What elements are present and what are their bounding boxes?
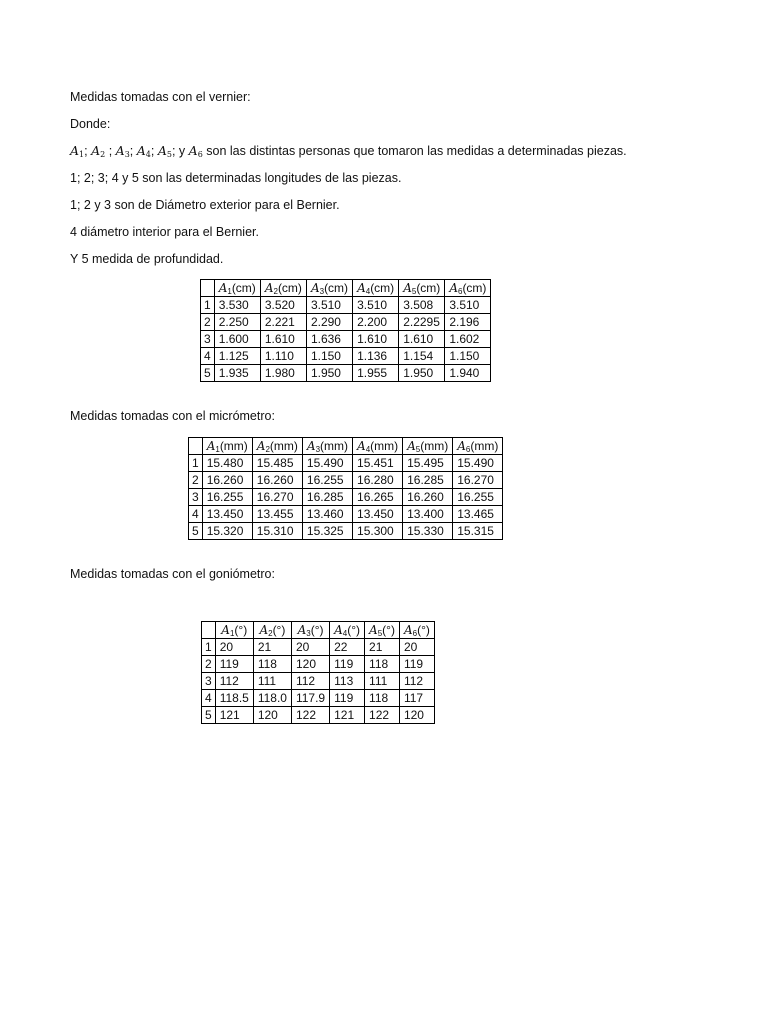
column-header: $A_3(mm)$ (302, 438, 352, 455)
table-cell: 1.154 (399, 348, 445, 365)
table-cell: 16.260 (202, 472, 252, 489)
table-cell: 112 (215, 673, 253, 690)
table-cell: 16.255 (202, 489, 252, 506)
table-cell: 1.940 (445, 365, 491, 382)
table-cell: 113 (330, 673, 365, 690)
vernier-table (200, 279, 491, 382)
table-row (189, 506, 503, 523)
table-cell: 1.610 (399, 331, 445, 348)
table-cell: 13.450 (353, 506, 403, 523)
row-index: 1 (189, 455, 203, 472)
column-header: $A_6(mm)$ (453, 438, 503, 455)
table-cell: 20 (399, 639, 434, 656)
table-cell: 118.5 (215, 690, 253, 707)
table-cell: 119 (330, 690, 365, 707)
table-row (202, 639, 435, 656)
micrometro-table (188, 437, 503, 540)
row-index: 4 (202, 690, 216, 707)
table-cell: 16.255 (302, 472, 352, 489)
column-header: $A_1(cm)$ (214, 280, 260, 297)
table-row (189, 523, 503, 540)
header-row (201, 280, 491, 297)
table-cell: 15.300 (353, 523, 403, 540)
var-a2: $A_2$ (91, 143, 106, 159)
table-row (201, 314, 491, 331)
table-cell: 118 (365, 656, 400, 673)
table-cell: 3.510 (353, 297, 399, 314)
var-a4: $A_4$ (136, 143, 151, 159)
table-cell: 2.200 (353, 314, 399, 331)
table-cell: 2.290 (306, 314, 352, 331)
table-cell: 15.325 (302, 523, 352, 540)
table-cell: 1.136 (353, 348, 399, 365)
table-cell: 2.221 (260, 314, 306, 331)
table-cell: 16.280 (353, 472, 403, 489)
table-row (202, 707, 435, 724)
table-cell: 13.400 (403, 506, 453, 523)
table-cell: 3.530 (214, 297, 260, 314)
column-header: $A_4(cm)$ (353, 280, 399, 297)
table-cell: 15.315 (453, 523, 503, 540)
table-cell: 120 (253, 707, 291, 724)
table-cell: 3.510 (445, 297, 491, 314)
column-header: $A_2(^\circ)$ (253, 622, 291, 639)
personas-line: $A_1$; $A_2$ ; $A_3$; $A_4$; $A_5$; y $A_6$ son las distintas personas que tomaron las medidas a determinadas piezas. (70, 143, 627, 159)
table-cell: 13.460 (302, 506, 352, 523)
goniometro-table (201, 621, 435, 724)
table-cell: 112 (399, 673, 434, 690)
table-cell: 111 (253, 673, 291, 690)
table-cell: 118 (365, 690, 400, 707)
row-index: 2 (202, 656, 216, 673)
table-cell: 15.485 (252, 455, 302, 472)
longitudes-line: 1; 2; 3; 4 y 5 son las determinadas longitudes de las piezas. (70, 171, 402, 185)
row-index: 1 (201, 297, 215, 314)
table-cell: 118.0 (253, 690, 291, 707)
table-cell: 117.9 (291, 690, 329, 707)
row-index: 5 (201, 365, 215, 382)
row-index: 2 (201, 314, 215, 331)
table-cell: 2.196 (445, 314, 491, 331)
table-cell: 1.110 (260, 348, 306, 365)
column-header: $A_5(^\circ)$ (365, 622, 400, 639)
row-index: 3 (201, 331, 215, 348)
column-header: $A_6(cm)$ (445, 280, 491, 297)
table-cell: 13.465 (453, 506, 503, 523)
table-cell: 16.255 (453, 489, 503, 506)
table-cell: 16.265 (353, 489, 403, 506)
table-cell: 1.955 (353, 365, 399, 382)
table-cell: 1.950 (306, 365, 352, 382)
table-cell: 16.260 (403, 489, 453, 506)
table-cell: 2.2295 (399, 314, 445, 331)
column-header: $A_4(^\circ)$ (330, 622, 365, 639)
table-cell: 3.510 (306, 297, 352, 314)
row-index: 5 (189, 523, 203, 540)
column-header: $A_5(mm)$ (403, 438, 453, 455)
table-cell: 15.330 (403, 523, 453, 540)
table-cell: 1.610 (353, 331, 399, 348)
table-cell: 1.125 (214, 348, 260, 365)
table-cell: 16.270 (252, 489, 302, 506)
table-row (189, 472, 503, 489)
var-a6: $A_6$ (188, 143, 203, 159)
row-index: 2 (189, 472, 203, 489)
vernier-heading: Medidas tomadas con el vernier: (70, 90, 251, 104)
table-cell: 16.285 (302, 489, 352, 506)
var-a5: $A_5$ (157, 143, 172, 159)
row-index: 1 (202, 639, 216, 656)
table-cell: 1.602 (445, 331, 491, 348)
row-index: 4 (201, 348, 215, 365)
table-row (189, 489, 503, 506)
table-cell: 1.980 (260, 365, 306, 382)
table-cell: 22 (330, 639, 365, 656)
table-cell: 16.270 (453, 472, 503, 489)
micrometro-heading: Medidas tomadas con el micrómetro: (70, 409, 275, 423)
table-cell: 15.490 (453, 455, 503, 472)
table-cell: 15.451 (353, 455, 403, 472)
diametro-exterior-line: 1; 2 y 3 son de Diámetro exterior para el Bernier. (70, 198, 340, 212)
row-index: 3 (189, 489, 203, 506)
table-cell: 21 (253, 639, 291, 656)
table-cell: 13.455 (252, 506, 302, 523)
column-header: $A_1(mm)$ (202, 438, 252, 455)
table-cell: 20 (215, 639, 253, 656)
donde-label: Donde: (70, 117, 111, 131)
row-index: 5 (202, 707, 216, 724)
column-header: $A_5(cm)$ (399, 280, 445, 297)
column-header: $A_3(cm)$ (306, 280, 352, 297)
table-cell: 1.636 (306, 331, 352, 348)
table-row (201, 348, 491, 365)
goniometro-heading: Medidas tomadas con el goniómetro: (70, 567, 275, 581)
table-row (201, 331, 491, 348)
table-cell: 121 (330, 707, 365, 724)
header-row (189, 438, 503, 455)
corner-cell (202, 622, 216, 639)
table-cell: 120 (399, 707, 434, 724)
table-cell: 120 (291, 656, 329, 673)
table-cell: 16.285 (403, 472, 453, 489)
column-header: $A_6(^\circ)$ (399, 622, 434, 639)
corner-cell (201, 280, 215, 297)
column-header: $A_4(mm)$ (353, 438, 403, 455)
table-cell: 119 (215, 656, 253, 673)
table-row (189, 455, 503, 472)
table-row (202, 656, 435, 673)
table-cell: 3.508 (399, 297, 445, 314)
table-cell: 121 (215, 707, 253, 724)
table-row (201, 365, 491, 382)
table-cell: 15.490 (302, 455, 352, 472)
table-cell: 15.495 (403, 455, 453, 472)
table-cell: 15.320 (202, 523, 252, 540)
table-cell: 13.450 (202, 506, 252, 523)
diametro-interior-line: 4 diámetro interior para el Bernier. (70, 225, 259, 239)
table-row (202, 673, 435, 690)
column-header: $A_3(^\circ)$ (291, 622, 329, 639)
table-cell: 122 (291, 707, 329, 724)
var-a3: $A_3$ (115, 143, 130, 159)
table-cell: 2.250 (214, 314, 260, 331)
table-cell: 21 (365, 639, 400, 656)
table-cell: 119 (399, 656, 434, 673)
table-cell: 112 (291, 673, 329, 690)
column-header: $A_2(mm)$ (252, 438, 302, 455)
table-cell: 1.950 (399, 365, 445, 382)
header-row (202, 622, 435, 639)
column-header: $A_1(^\circ)$ (215, 622, 253, 639)
table-cell: 1.150 (445, 348, 491, 365)
var-a1: $A_1$ (70, 143, 85, 159)
table-cell: 20 (291, 639, 329, 656)
corner-cell (189, 438, 203, 455)
table-cell: 122 (365, 707, 400, 724)
column-header: $A_2(cm)$ (260, 280, 306, 297)
table-cell: 118 (253, 656, 291, 673)
table-cell: 117 (399, 690, 434, 707)
table-cell: 16.260 (252, 472, 302, 489)
table-cell: 119 (330, 656, 365, 673)
table-cell: 1.610 (260, 331, 306, 348)
table-row (202, 690, 435, 707)
profundidad-line: Y 5 medida de profundidad. (70, 252, 224, 266)
table-cell: 1.600 (214, 331, 260, 348)
row-index: 3 (202, 673, 216, 690)
row-index: 4 (189, 506, 203, 523)
table-cell: 111 (365, 673, 400, 690)
table-cell: 1.150 (306, 348, 352, 365)
table-cell: 3.520 (260, 297, 306, 314)
table-row (201, 297, 491, 314)
table-cell: 15.480 (202, 455, 252, 472)
table-cell: 15.310 (252, 523, 302, 540)
table-cell: 1.935 (214, 365, 260, 382)
